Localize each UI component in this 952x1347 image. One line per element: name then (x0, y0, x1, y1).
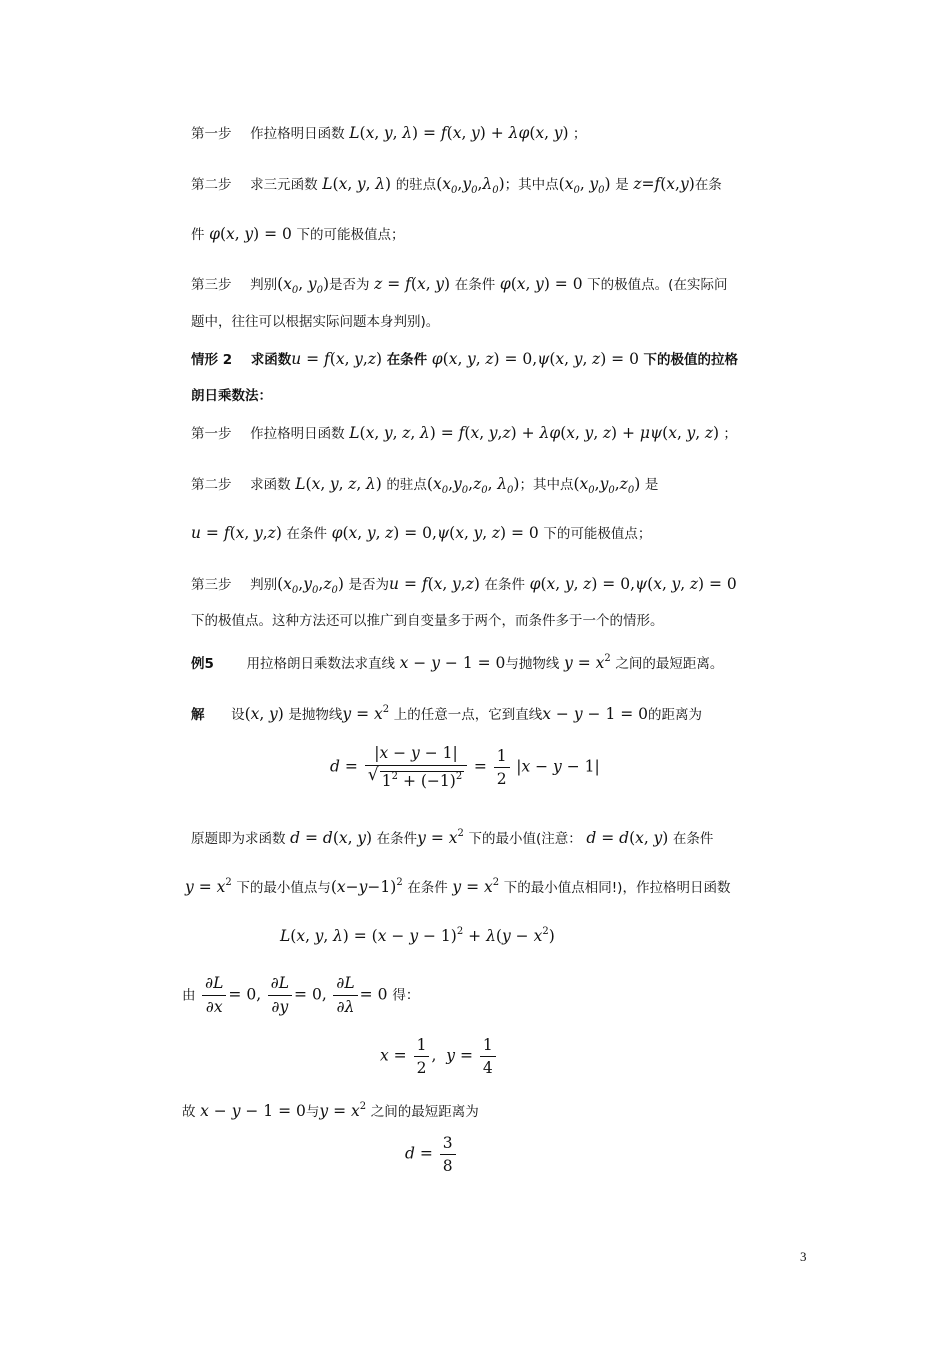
conclusion-line: 故 x − y − 1 = 0与$y = x^2$ 之间的最短距离为 (182, 1101, 479, 1120)
solution-label: 解 (191, 707, 205, 723)
case2-step2-line: 第二步 求函数 L(x, y, z, λ) 的驻点($x_0,y_0,z_0$, $\lambda_0$)；其中点$(x_0,y_0,z_0)$ 是 (191, 475, 659, 496)
case2-step1-line: 第一步 作拉格明日函数 L(x, y, z, λ) = f(x, y,z) + λφ(x, y, z) + μψ(x, y, z) ； (191, 424, 737, 442)
example5-line: 例5 用拉格朗日乘数法求直线 x − y − 1 = 0与抛物线 $y = x^2$ 之间的最短距离。 (191, 653, 724, 672)
lagrange-function-display: L(x, y, $\lambda) = (x - y - 1)^2 + \lambda(y - x^2)$ (280, 926, 555, 945)
step1-label: 第一步 (191, 126, 232, 142)
step3-label: 第三步 (191, 277, 232, 293)
step2-line: 第二步 求三元函数 L(x, y, λ) 的驻点$(x_0,y_0,\lambda_0)$；其中点($x_0$, $y_0$) 是 z=f(x,y)在条 (191, 175, 722, 196)
step1-text: 作拉格明日函数 (250, 126, 345, 142)
step2-label: 第二步 (191, 177, 232, 193)
lagrange-formula-1: L (349, 124, 360, 142)
distance-formula: d = |x − y − 1| √ $1^2 + (-1)^2$ = $\frac{1}{2}$ |x − y − 1| (330, 744, 600, 790)
result-formula: d = $\frac{3}{8}$ (405, 1132, 458, 1177)
step1-line: 第一步 作拉格明日函数 L(x, y, λ) = f(x, y) + λφ(x, y) ； (191, 124, 587, 142)
partial-derivatives-line: 由 $\frac{\partial L}{\partial x}$ = 0, $\frac{\partial L}{\partial y}$ = 0, $\frac{\partial L}{\partial\lambda}$ = 0 得： (182, 974, 420, 1016)
critical-point: x = $\frac{1}{2}$ , y = $\frac{1}{4}$ (380, 1034, 498, 1079)
case2-step2-continued: u = f(x, y,z) 在条件 φ(x, y, z) = 0,ψ(x, y, z) = 0 下的可能极值点； (191, 524, 652, 542)
step3-continued: 题中，往往可以根据实际问题本身判别)。 (191, 314, 440, 330)
case2-heading: 情形 2 求函数u = f(x, y,z) 在条件 φ(x, y, z) = 0,ψ(x, y, z) = 0 下的极值的拉格 (191, 350, 739, 368)
reformulation-line: 原题即为求函数 d = d(x, y) 在条件$y = x^2$ 下的最小值(注意： d = d(x, y) 在条件 (191, 828, 714, 847)
solution-line: 解 设(x, y) 是抛物线$y = x^2$ 上的任意一点，它到直线x − y − 1 = 0的距离为 (191, 704, 703, 723)
step2-continued: 件 φ(x, y) = 0 下的可能极值点； (191, 225, 405, 243)
case2-step3-line: 第三步 判别$(x_0,y_0,z_0)$ 是否为u = f(x, y,z) 在条件 φ(x, y, z) = 0,ψ(x, y, z) = 0 (191, 575, 737, 596)
step3-line: 第三步 判别($x_0$, $y_0$)是否为 z = f(x, y) 在条件 φ(x, y) = 0 下的极值点。(在实际问 (191, 275, 728, 296)
case2-label: 情形 2 (191, 352, 233, 368)
case2-step3-continued: 下的极值点。这种方法还可以推广到自变量多于两个，而条件多于一个的情形。 (191, 613, 664, 629)
case2-heading-continued: 朗日乘数法： (191, 388, 272, 404)
page-number: 3 (800, 1249, 807, 1264)
example-label: 例5 (191, 656, 214, 672)
reformulation-continued: $y = x^2$ 下的最小值点与$(x-y-1)^2$ 在条件 $y = x^2$ 下的最小值点相同!)，作拉格明日函数 (185, 877, 731, 896)
